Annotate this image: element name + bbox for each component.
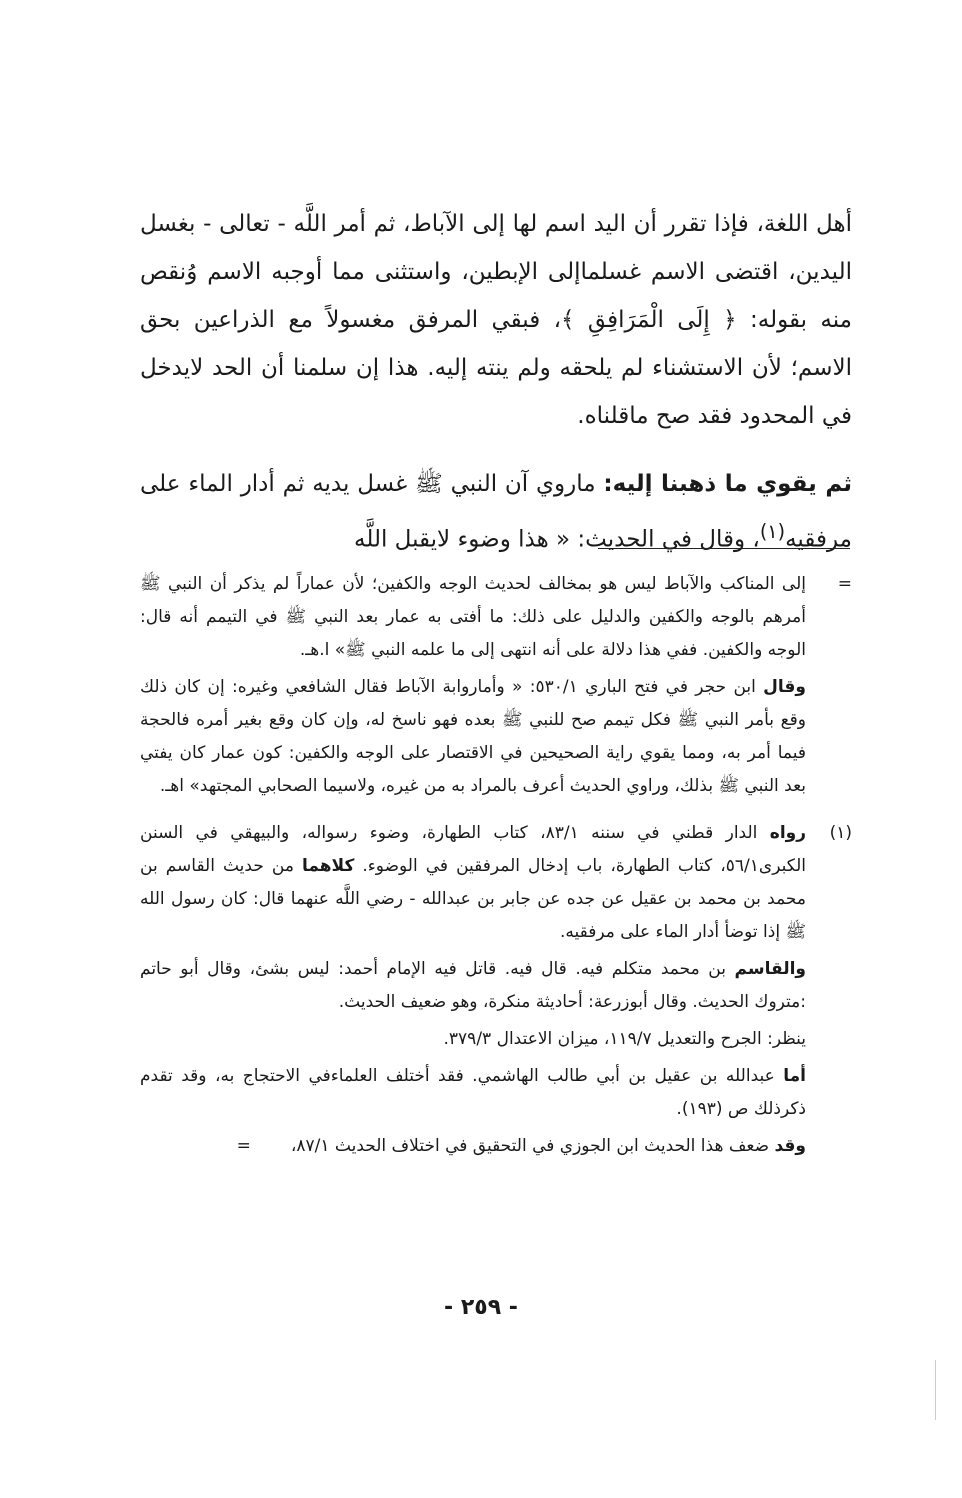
footnotes — [140, 568, 852, 1167]
continuation-text: إلى المناكب والآباط ليس هو بمخالف لحديث الوجه والكفين؛ لأن عماراً لم يذكر أن النبي ﷺ أمرهم بالوجه والكفين والدليل على ذلك: ما أفتى به عمار بعد النبي ﷺ في التيمم أنه قال: الوجه والكفين. ففي هذا دلالة على أنه انتهى إلى ما علمه النبي ﷺ» ا.هـ. — [140, 574, 806, 660]
continuation-body — [140, 568, 806, 807]
ibn-hajar-lead: وقال — [763, 677, 807, 697]
qasim-lead: والقاسم — [734, 959, 806, 979]
amma-text: عبدالله بن عقيل بن أبي طالب الهاشمي. فقد أختلف العلماءفي الاحتجاج به، وقد تقدم ذكرذلك ص (١٩٣). — [140, 1066, 806, 1119]
footnote-ref-1[interactable]: (١) — [759, 520, 786, 543]
amma-paragraph — [140, 1060, 806, 1126]
continuation-marker: = — [837, 574, 852, 594]
rawahu-text: الدار قطني في سننه ٨٣/١، كتاب الطهارة، وضوء رسواله، والبيهقي في السنن الكبرى٥٦/١، كتاب الطهارة، باب إدخال المرفقين في الوضوء. — [140, 823, 807, 876]
qasim-paragraph — [140, 953, 806, 1019]
ibn-hajar-quote — [140, 671, 806, 803]
last-paragraph — [140, 1130, 806, 1163]
paragraph-2-text: ماروي آن النبي ﷺ غسل يديه ثم أدار الماء على مرفقيه — [140, 471, 852, 553]
yunzar-line: ينظر: الجرح والتعديل ١١٩/٧، ميزان الاعتدال ٣٧٩/٣. — [443, 1029, 806, 1049]
paragraph-2-heading: ثم يقوي ما ذهبنا إليه: — [603, 471, 852, 497]
last-lead: وقد — [774, 1136, 806, 1156]
rawahu-lead: رواه — [769, 823, 806, 843]
ibn-hajar-text: ابن حجر في فتح الباري ٥٣٠/١: « وأماروابة الآباط فقال الشافعي وغيره: إن كان ذلك وقع بأمر النبي ﷺ فكل تيمم صح للنبي ﷺ بعده فهو ناسخ له، وإن كان وقع بغير أمره فالحجة فيما أمر به، ومما يقوي راية الصحيحين في الاقتصار على الوجه والكفين: كون عمار كان يفتي بعد النبي ﷺ بذلك، وراوي الحديث أعرف بالمراد به من غيره، ولاسيما الصحابي المجتهد» اهـ. — [140, 677, 806, 796]
main-text — [140, 200, 852, 564]
amma-lead: أما — [783, 1066, 806, 1086]
main-paragraph-1: أهل اللغة، فإذا تقرر أن اليد اسم لها إلى الآباط، ثم أمر اللَّه - تعالى - بغسل اليدين، اقتضى الاسم غسلماإلى الإبطين، واستثنى مما أوجبه الاسم وُنقص منه بقوله: ﴿ إِلَى الْمَرَافِقِ ﴾، فبقي المرفق مغسولاً مع الذراعين بحق الاسم؛ لأن الاستشناء لم يلحقه ولم ينته إليه. هذا إن سلمنا أن الحد لايدخل في المحدود فقد صح ماقلناه. — [140, 211, 852, 429]
page-number: - ٢٥٩ - — [444, 1295, 518, 1320]
qasim-text: بن محمد متكلم فيه. قال فيه. قاتل فيه الإمام أحمد: ليس بشئ، وقال أبو حاتم :متروك الحديث. وقال أبوزرعة: أحاديثة منكرة، وهو ضعيف الحديث. — [140, 959, 806, 1012]
page-edge-line — [935, 1360, 936, 1420]
footnote-1-body — [140, 817, 806, 1167]
kilahuma-text: من حديث القاسم بن محمد بن محمد بن عقيل عن جده عن جابر بن عبدالله - رضي اللَّه عنهما قال: كان رسول الله ﷺ إذا توضأ أدار الماء على مرفقيه. — [140, 856, 806, 942]
continues-marker: = — [236, 1136, 251, 1156]
last-text: ضعف هذا الحديث ابن الجوزي في التحقيق في اختلاف الحديث ٨٧/١، — [290, 1136, 770, 1156]
footnote-divider — [598, 548, 850, 549]
footnote-continuation — [140, 568, 852, 807]
footnote-1-source — [140, 817, 806, 949]
footnote-1-marker: (١) — [829, 823, 852, 843]
kilahuma-lead: كلاهما — [301, 856, 355, 876]
footnote-1 — [140, 817, 852, 1167]
paragraph-2-tail: ، وقال في الحديث: « هذا وضوء لايقبل اللَّه — [354, 526, 760, 553]
